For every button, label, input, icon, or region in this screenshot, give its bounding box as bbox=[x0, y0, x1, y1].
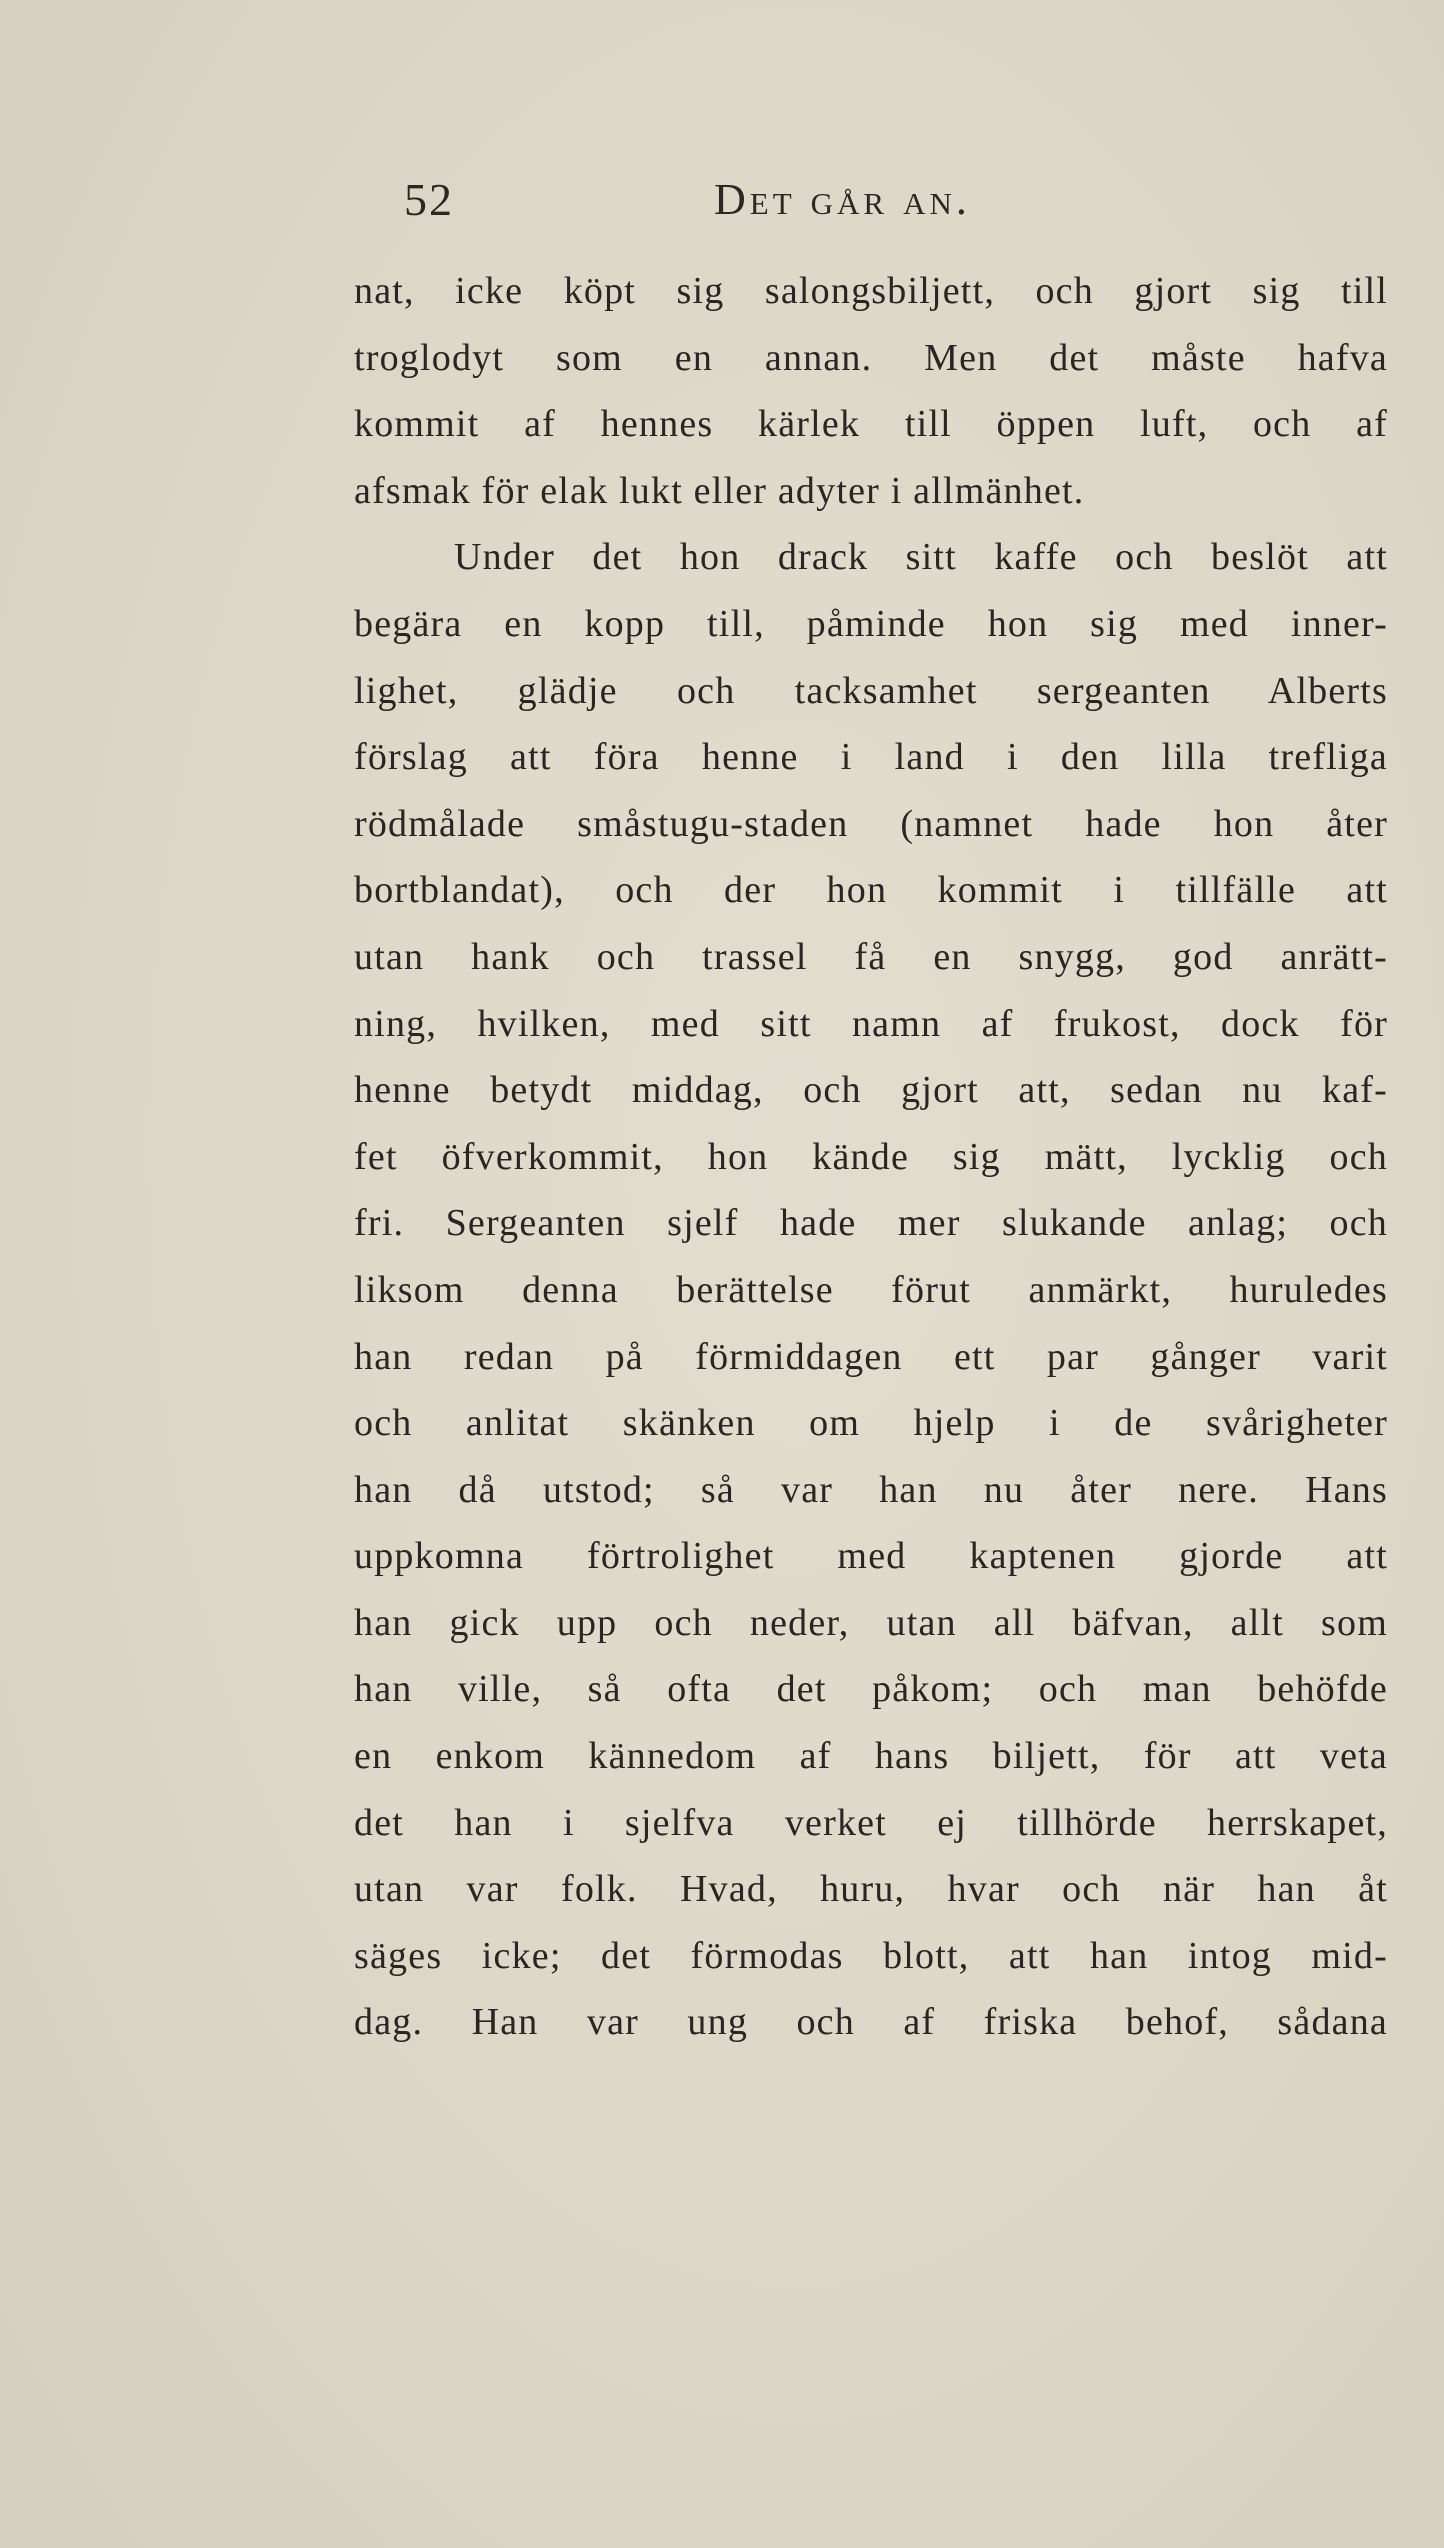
text-line: han ville, så ofta det påkom; och man behöfde bbox=[354, 1668, 1388, 1711]
text-line: Under det hon drack sitt kaffe och beslöt att bbox=[454, 536, 1388, 579]
running-title: Det går an. bbox=[714, 175, 971, 224]
text-line: afsmak för elak lukt eller adyter i allmänhet. bbox=[354, 469, 1085, 512]
text-line: kommit af hennes kärlek till öppen luft, och af bbox=[354, 403, 1388, 446]
text-line: och anlitat skänken om hjelp i de svårigheter bbox=[354, 1402, 1388, 1445]
page-header bbox=[354, 170, 1388, 230]
text-line: rödmålade småstugu-staden (namnet hade hon åter bbox=[354, 802, 1388, 845]
text-line: förslag att föra henne i land i den lilla trefliga bbox=[354, 736, 1388, 779]
text-line: uppkomna förtrolighet med kaptenen gjorde att bbox=[354, 1535, 1388, 1578]
text-line: han då utstod; så var han nu åter nere. Hans bbox=[354, 1468, 1388, 1511]
text-line: dag. Han var ung och af friska behof, sådana bbox=[354, 2001, 1388, 2044]
body-text bbox=[354, 258, 1388, 2056]
text-line: liksom denna berättelse förut anmärkt, huruledes bbox=[354, 1268, 1388, 1311]
text-line: begära en kopp till, påminde hon sig med inner- bbox=[354, 602, 1388, 645]
text-line: nat, icke köpt sig salongsbiljett, och gjort sig till bbox=[354, 270, 1388, 312]
text-line: säges icke; det förmodas blott, att han intog mid- bbox=[354, 1934, 1388, 1977]
text-line: det han i sjelfva verket ej tillhörde herrskapet, bbox=[354, 1801, 1388, 1844]
text-line: fet öfverkommit, hon kände sig mätt, lycklig och bbox=[354, 1135, 1388, 1178]
text-line: fri. Sergeanten sjelf hade mer slukande anlag; och bbox=[354, 1202, 1388, 1245]
text-line: han gick upp och neder, utan all bäfvan, allt som bbox=[354, 1601, 1388, 1644]
text-line: utan hank och trassel få en snygg, god anrätt- bbox=[354, 935, 1388, 978]
text-line: han redan på förmiddagen ett par gånger varit bbox=[354, 1335, 1388, 1378]
page-number: 52 bbox=[404, 174, 454, 225]
text-line: en enkom kännedom af hans biljett, för att veta bbox=[354, 1735, 1388, 1778]
text-line: ning, hvilken, med sitt namn af frukost, dock för bbox=[354, 1002, 1388, 1045]
text-line: utan var folk. Hvad, huru, hvar och när han åt bbox=[354, 1868, 1388, 1911]
text-line: lighet, glädje och tacksamhet sergeanten Alberts bbox=[354, 669, 1388, 712]
text-line: bortblandat), och der hon kommit i tillfälle att bbox=[354, 869, 1388, 912]
text-line: troglodyt som en annan. Men det måste hafva bbox=[354, 336, 1388, 379]
text-line: henne betydt middag, och gjort att, sedan nu kaf- bbox=[354, 1069, 1388, 1112]
